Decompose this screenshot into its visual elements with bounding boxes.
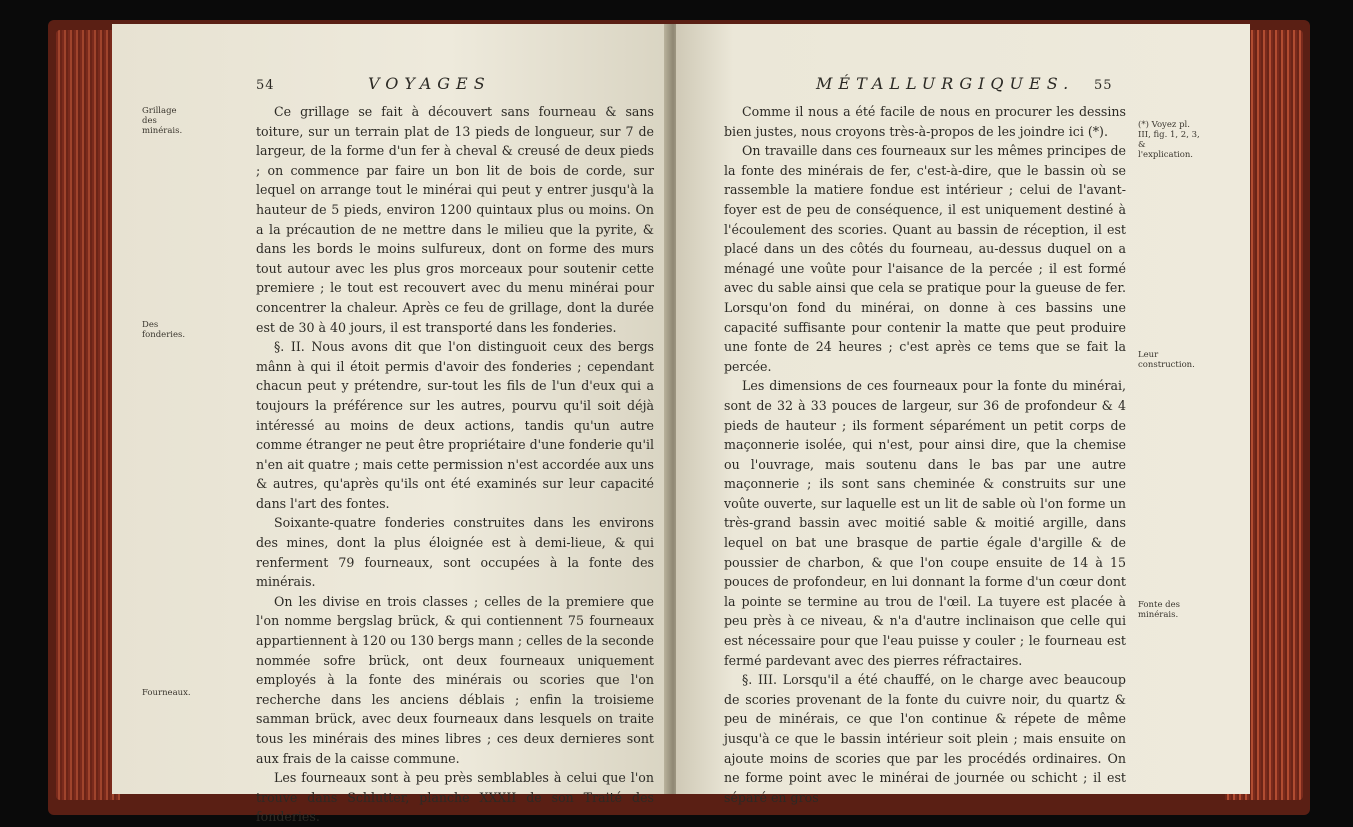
page-number-right: 55 [1094, 78, 1113, 93]
margin-note: Grillage des minérais. [142, 106, 183, 136]
paragraph: On les divise en trois classes ; celles de la premiere que l'on nomme bergslag brück, & qui contiennent 75 fourneaux appartiennent à 120 ou 130 bergs mann ; celles de la seconde nommée sofre brück, ont deux fourneaux uniquement employés à la fonte des minérais ou scories que l'on recherche dans les anciens déblais ; enfin la troisieme samman brück, avec deux fourneaux dans lesquels on traite tous les minérais des mines libres ; ces deux dernieres sont aux frais de la caisse commune. [256, 593, 654, 766]
margin-note: (*) Voyez pl. III, fig. 1, 2, 3, & l'explication. [1138, 120, 1200, 160]
margin-note: Leur construction. [1138, 350, 1195, 370]
paragraph: Les fourneaux sont à peu près semblables à celui que l'on trouve dans Schlutter, planche XXXII de son Traité des fonderies. [256, 770, 654, 825]
right-body-text [724, 102, 1126, 807]
running-title-right: MÉTALLURGIQUES. [816, 74, 1075, 93]
paragraph: Soixante-quatre fonderies construites dans les environs des mines, dont la plus éloignée est à demi-lieue, & qui renferment 79 fourneaux, sont occupées à la fonte des minérais. [256, 515, 654, 590]
paragraph: On travaille dans ces fourneaux sur les mêmes principes de la fonte des minérais de fer, c'est-à-dire, que le bassin où se rassemble la matiere fondue est intérieur ; celui de l'avant-foyer est de peu de conséquence, il est uniquement destiné à l'écoulement des scories. Quant au bassin de réception, il est placé dans un des côtés du fourneau, au-dessus duquel on a ménagé une voûte pour l'aisance de la percée ; il est formé avec du sable ainsi que cela se pratique pour la gueuse de fer. Lorsqu'on fond du minérai, on donne à ces bassins une capacité suffisante pour contenir la matte que peut produire une fonte de 24 heures ; c'est après ce tems que se fait la percée. [724, 143, 1126, 374]
running-title-left: VOYAGES [368, 74, 491, 93]
page-number-left: 54 [256, 78, 275, 93]
left-body-text [256, 102, 654, 827]
paragraph: §. III. Lorsqu'il a été chauffé, on le charge avec beaucoup de scories provenant de la fonte du cuivre noir, du quartz & peu de minérais, ce que l'on continue & répete de même jusqu'à ce que le bassin intérieur soit plein ; mais ensuite on ajoute moins de scories que par les procédés ordinaires. On ne forme point avec le minérai de journée ou schicht ; il est séparé en gros [724, 672, 1126, 805]
paragraph: Ce grillage se fait à découvert sans fourneau & sans toiture, sur un terrain plat de 13 pieds de longueur, sur 7 de largeur, de la forme d'un fer à cheval & creusé de deux pieds ; on commence par faire un bon lit de bois de corde, sur lequel on arrange tout le minérai qui peut y entrer jusqu'à la hauteur de 5 pieds, environ 1200 quintaux plus ou moins. On a la précaution de ne mettre dans le milieu que la pyrite, & dans les bords le moins sulfureux, dont on forme des murs tout autour avec les plus gros morceaux pour soutenir cette premiere ; le tout est recouvert avec du menu minérai pour concentrer la chaleur. Après ce feu de grillage, dont la durée est de 30 à 40 jours, il est transporté dans les fonderies. [256, 104, 654, 335]
margin-note: Des fonderies. [142, 320, 186, 340]
paragraph: Comme il nous a été facile de nous en procurer les dessins bien justes, nous croyons très-à-propos de les joindre ici (*). [724, 104, 1126, 139]
paragraph: Les dimensions de ces fourneaux pour la fonte du minérai, sont de 32 à 33 pouces de largeur, sur 36 de profondeur & 4 pieds de hauteur ; ils forment séparément un petit corps de maçonnerie isolée, qui n'est, pour ainsi dire, que la chemise ou l'ouvrage, mais soutenu dans le bas par une autre maçonnerie ; ils sont sans cheminée & construits sur une voûte ouverte, sur laquelle est un lit de sable où l'on forme un très-grand bassin avec moitié sable & moitié argille, dans lequel on bat une brasque de partie égale d'argille & de poussier de charbon, & que l'on coupe ensuite de 14 à 15 pouces de profondeur, en lui donnant la forme d'un cœur dont la pointe se termine au trou de l'œil. La tuyere est placée à peu près à ce niveau, & n'a d'autre inclinaison que celle qui est nécessaire pour que l'eau puisse y couler ; le fourneau est fermé pardevant avec des pierres réfractaires. [724, 378, 1126, 668]
paragraph: §. II. Nous avons dit que l'on distinguoit ceux des bergs mânn à qui il étoit permis d'avoir des fonderies ; cependant chacun peut y prétendre, sur-tout les fils de l'un d'eux qui a toujours la préférence sur les autres, pourvu qu'il soit déjà intéressé au moins de deux actions, tandis qu'un autre comme étranger ne peut être propriétaire d'une fonderie qu'il n'en ait quatre ; mais cette permission n'est accordée aux uns & autres, qu'après qu'ils ont été examinés sur leur capacité dans l'art des fontes. [256, 339, 654, 511]
page-edges-left [56, 30, 120, 800]
right-page [676, 24, 1250, 805]
margin-note: Fonte des minérais. [1138, 600, 1181, 620]
left-page [112, 24, 672, 825]
margin-note: Fourneaux. [142, 688, 191, 698]
